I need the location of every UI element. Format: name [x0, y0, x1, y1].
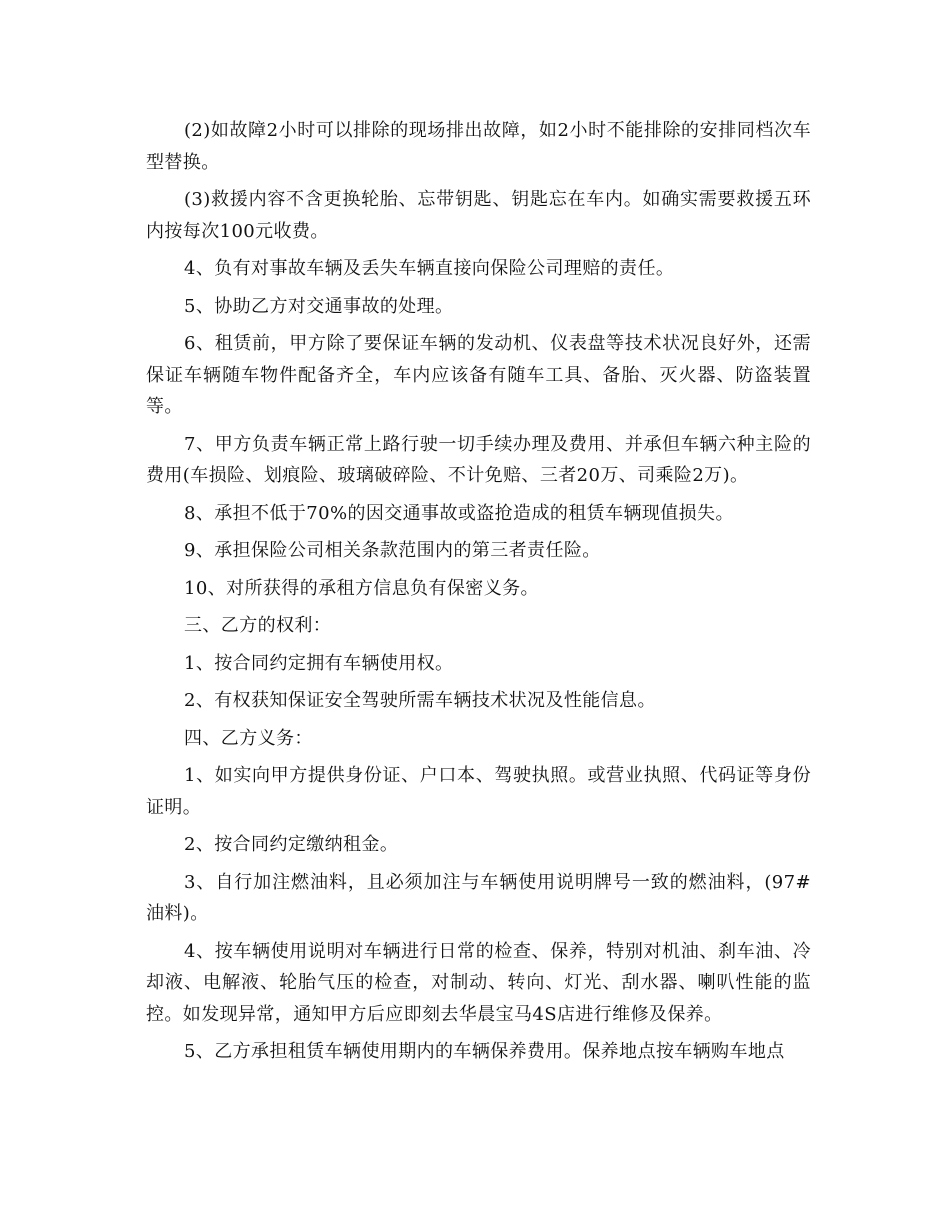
paragraph-third-party: 9、承担保险公司相关条款范围内的第三者责任险。: [184, 540, 601, 561]
paragraph-vehicle-condition: 6、租赁前，甲方除了要保证车辆的发动机、仪表盘等技术状况良好外，还需保证车辆随车物件配备齐全，车内应该备有随车工具、备胎、灭火器、防盗装置等。: [146, 333, 811, 417]
paragraph-road-procedures: 7、甲方负责车辆正常上路行驶一切手续办理及费用、并承但车辆六种主险的费用(车损险、划痕险、玻璃破碎险、不计免赔、三者20万、司乘险2万)。: [146, 433, 811, 486]
paragraph-usage-right: 1、按合同约定拥有车辆使用权。: [184, 652, 454, 674]
section-heading-party-b-duties: 四、乙方义务：: [184, 727, 313, 749]
paragraph-fault-repair: (2)如故障2小时可以排除的现场排出故障，如2小时不能排除的安排同档次车型替换。: [146, 120, 811, 173]
paragraph-maintenance-cost: 5、乙方承担租赁车辆使用期内的车辆保养费用。保养地点按车辆购车地点: [184, 1041, 785, 1062]
paragraph-loss-liability: 8、承担不低于70%的因交通事故或盗抢造成的租赁车辆现值损失。: [184, 502, 734, 524]
paragraph-identity-docs: 1、如实向甲方提供身份证、户口本、驾驶执照。或营业执照、代码证等身份证明。: [146, 765, 811, 818]
paragraph-insurance-claim: 4、负有对事故车辆及丢失车辆直接向保险公司理赔的责任。: [184, 258, 675, 279]
document-body: [146, 115, 811, 1074]
paragraph-fuel: 3、自行加注燃油料，且必须加注与车辆使用说明牌号一致的燃油料，(97#油料)。: [146, 871, 811, 924]
paragraph-confidentiality: 10、对所获得的承租方信息负有保密义务。: [184, 577, 539, 599]
paragraph-pay-rent: 2、按合同约定缴纳租金。: [184, 834, 399, 855]
paragraph-info-right: 2、有权获知保证安全驾驶所需车辆技术状况及性能信息。: [184, 690, 656, 711]
section-heading-party-b-rights: 三、乙方的权利：: [184, 615, 332, 636]
paragraph-accident-assist: 5、协助乙方对交通事故的处理。: [184, 295, 454, 317]
paragraph-rescue-scope: (3)救援内容不含更换轮胎、忘带钥匙、钥匙忘在车内。如确实需要救援五环内按每次100元收费。: [146, 189, 811, 242]
paragraph-maintenance-checks: 4、按车辆使用说明对车辆进行日常的检查、保养，特别对机油、刹车油、冷却液、电解液、轮胎气压的检查，对制动、转向、灯光、刮水器、喇叭性能的监控。如发现异常，通知甲方后应即刻去华晨宝马4S店进行维修及保养。: [146, 940, 811, 1025]
